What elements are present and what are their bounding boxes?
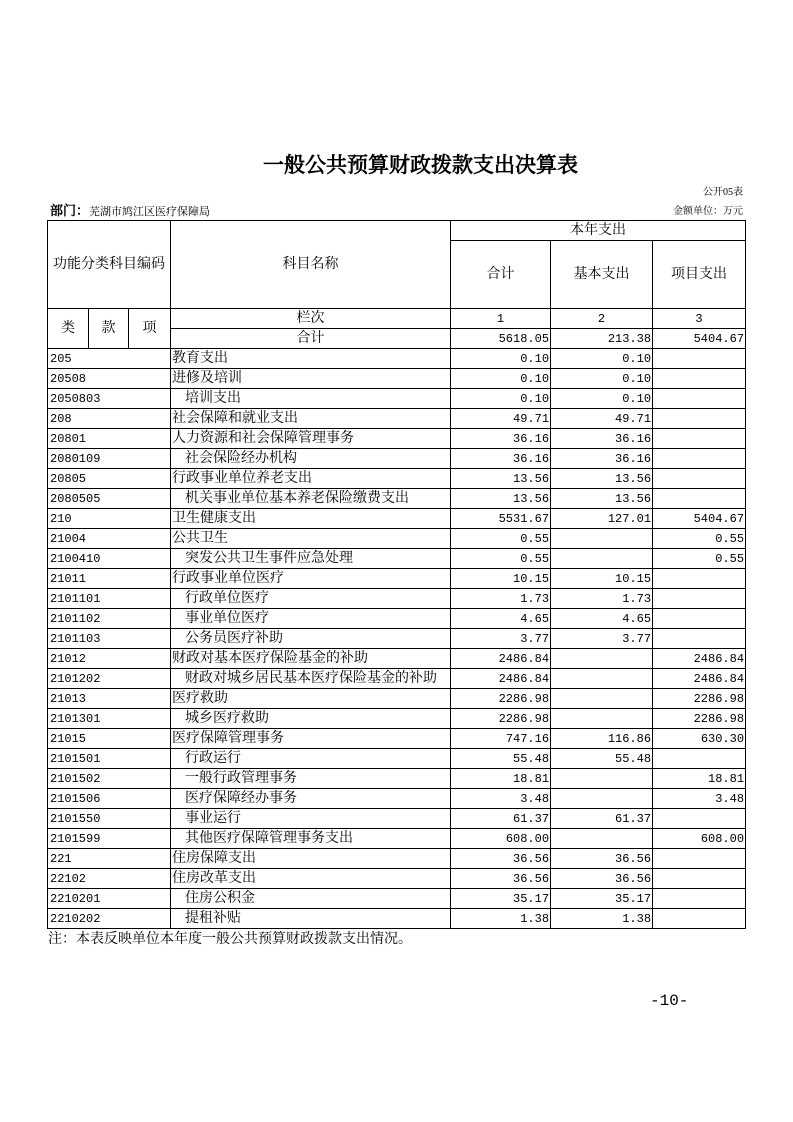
expenditure-table [47, 220, 746, 929]
subject-name-cell: 机关事业单位基本养老保险缴费支出 [171, 489, 451, 509]
project-expenditure-cell: 0.55 [653, 549, 746, 569]
total-amount-cell: 61.37 [451, 809, 551, 829]
subject-code-cell: 21011 [48, 569, 171, 589]
table-row [48, 509, 746, 529]
subject-code-cell: 2101103 [48, 629, 171, 649]
subject-name-cell: 事业运行 [171, 809, 451, 829]
subject-name-cell: 卫生健康支出 [171, 509, 451, 529]
grand-total-basic: 213.38 [551, 329, 653, 349]
subject-name-cell: 公共卫生 [171, 529, 451, 549]
project-expenditure-column-header: 项目支出 [653, 241, 746, 309]
column-index-label: 栏次 [171, 309, 451, 329]
subject-code-cell: 221 [48, 849, 171, 869]
subject-code-cell: 2101506 [48, 789, 171, 809]
table-row [48, 829, 746, 849]
subject-code-cell: 2101301 [48, 709, 171, 729]
basic-expenditure-cell: 10.15 [551, 569, 653, 589]
subject-name-cell: 其他医疗保障管理事务支出 [171, 829, 451, 849]
department-line [50, 203, 210, 220]
basic-expenditure-cell: 4.65 [551, 609, 653, 629]
subject-name-cell: 公务员医疗补助 [171, 629, 451, 649]
grand-total-label: 合计 [171, 329, 451, 349]
total-amount-cell: 3.48 [451, 789, 551, 809]
basic-expenditure-cell [551, 669, 653, 689]
subject-name-cell: 社会保险经办机构 [171, 449, 451, 469]
subject-code-cell: 2080505 [48, 489, 171, 509]
subject-code-cell: 2080109 [48, 449, 171, 469]
subject-code-cell: 21015 [48, 729, 171, 749]
basic-expenditure-cell [551, 769, 653, 789]
project-expenditure-cell [653, 489, 746, 509]
table-row [48, 529, 746, 549]
project-expenditure-cell [653, 349, 746, 369]
total-amount-cell: 2486.84 [451, 649, 551, 669]
project-expenditure-cell [653, 889, 746, 909]
basic-expenditure-cell: 35.17 [551, 889, 653, 909]
basic-expenditure-cell: 13.56 [551, 489, 653, 509]
project-expenditure-cell [653, 749, 746, 769]
subject-name-cell: 医疗救助 [171, 689, 451, 709]
total-amount-cell: 3.77 [451, 629, 551, 649]
project-expenditure-cell [653, 809, 746, 829]
subject-code-cell: 2210201 [48, 889, 171, 909]
project-expenditure-cell [653, 869, 746, 889]
subject-name-cell: 一般行政管理事务 [171, 769, 451, 789]
table-row [48, 789, 746, 809]
subject-code-cell: 21004 [48, 529, 171, 549]
project-expenditure-cell [653, 369, 746, 389]
total-amount-cell: 0.55 [451, 549, 551, 569]
total-amount-cell: 18.81 [451, 769, 551, 789]
subject-name-cell: 行政运行 [171, 749, 451, 769]
project-expenditure-cell: 18.81 [653, 769, 746, 789]
total-amount-cell: 5531.67 [451, 509, 551, 529]
project-expenditure-cell [653, 569, 746, 589]
basic-expenditure-cell [551, 649, 653, 669]
subject-code-cell: 205 [48, 349, 171, 369]
table-row [48, 909, 746, 929]
grand-total-project: 5404.67 [653, 329, 746, 349]
total-amount-cell: 36.16 [451, 429, 551, 449]
project-expenditure-cell [653, 589, 746, 609]
subject-code-cell: 210 [48, 509, 171, 529]
amount-unit: 金额单位：万元 [673, 206, 743, 217]
project-expenditure-cell [653, 389, 746, 409]
basic-expenditure-cell [551, 829, 653, 849]
total-amount-cell: 747.16 [451, 729, 551, 749]
table-row [48, 489, 746, 509]
total-amount-cell: 55.48 [451, 749, 551, 769]
basic-expenditure-cell: 36.16 [551, 449, 653, 469]
project-expenditure-cell [653, 909, 746, 929]
subject-code-cell: 2101502 [48, 769, 171, 789]
total-amount-cell: 36.56 [451, 869, 551, 889]
table-row [48, 569, 746, 589]
subject-code-cell: 2101501 [48, 749, 171, 769]
basic-expenditure-cell: 1.38 [551, 909, 653, 929]
project-expenditure-cell: 2486.84 [653, 649, 746, 669]
subject-name-header: 科目名称 [171, 221, 451, 309]
table-row [48, 349, 746, 369]
basic-expenditure-cell: 55.48 [551, 749, 653, 769]
subject-name-cell: 财政对城乡居民基本医疗保险基金的补助 [171, 669, 451, 689]
table-row [48, 369, 746, 389]
project-expenditure-cell: 0.55 [653, 529, 746, 549]
table-row [48, 629, 746, 649]
subject-code-cell: 2101202 [48, 669, 171, 689]
subject-code-cell: 2210202 [48, 909, 171, 929]
page-number: -10- [650, 992, 689, 1010]
subject-name-cell: 提租补贴 [171, 909, 451, 929]
project-expenditure-cell: 630.30 [653, 729, 746, 749]
basic-expenditure-cell: 0.10 [551, 349, 653, 369]
project-expenditure-cell [653, 449, 746, 469]
total-amount-cell: 36.16 [451, 449, 551, 469]
subject-code-cell: 2101101 [48, 589, 171, 609]
table-row [48, 769, 746, 789]
subject-name-cell: 事业单位医疗 [171, 609, 451, 629]
column-index-2: 2 [551, 309, 653, 329]
subject-name-cell: 培训支出 [171, 389, 451, 409]
table-row [48, 589, 746, 609]
total-amount-cell: 2286.98 [451, 689, 551, 709]
subject-code-cell: 2101102 [48, 609, 171, 629]
subject-code-cell: 22102 [48, 869, 171, 889]
table-row [48, 869, 746, 889]
subject-code-cell: 20805 [48, 469, 171, 489]
total-amount-cell: 1.38 [451, 909, 551, 929]
subject-code-cell: 2050803 [48, 389, 171, 409]
table-row [48, 449, 746, 469]
subject-name-cell: 社会保障和就业支出 [171, 409, 451, 429]
table-body [48, 349, 746, 929]
total-amount-cell: 0.10 [451, 349, 551, 369]
grand-total-amount: 5618.05 [451, 329, 551, 349]
subject-name-cell: 进修及培训 [171, 369, 451, 389]
table-row [48, 649, 746, 669]
project-expenditure-cell [653, 469, 746, 489]
basic-expenditure-cell: 49.71 [551, 409, 653, 429]
basic-expenditure-cell [551, 689, 653, 709]
project-expenditure-cell: 2486.84 [653, 669, 746, 689]
table-row [48, 849, 746, 869]
table-row [48, 409, 746, 429]
basic-expenditure-cell: 36.56 [551, 869, 653, 889]
subject-name-cell: 人力资源和社会保障管理事务 [171, 429, 451, 449]
project-expenditure-cell: 3.48 [653, 789, 746, 809]
basic-expenditure-cell: 13.56 [551, 469, 653, 489]
project-expenditure-cell [653, 409, 746, 429]
table-row [48, 729, 746, 749]
project-expenditure-cell [653, 609, 746, 629]
basic-expenditure-cell: 127.01 [551, 509, 653, 529]
table-number: 公开05表 [703, 187, 743, 198]
code-header: 功能分类科目编码 [48, 221, 171, 309]
subject-name-cell: 住房改革支出 [171, 869, 451, 889]
table-row [48, 469, 746, 489]
total-amount-cell: 13.56 [451, 469, 551, 489]
total-amount-cell: 13.56 [451, 489, 551, 509]
table-row [48, 669, 746, 689]
table-row [48, 389, 746, 409]
basic-expenditure-cell [551, 529, 653, 549]
department-name: 芜湖市鸠江区医疗保障局 [89, 206, 211, 218]
project-expenditure-cell [653, 849, 746, 869]
project-expenditure-cell [653, 429, 746, 449]
total-amount-cell: 49.71 [451, 409, 551, 429]
basic-expenditure-cell [551, 549, 653, 569]
subject-code-cell: 21012 [48, 649, 171, 669]
basic-expenditure-cell: 0.10 [551, 369, 653, 389]
table-note: 注：本表反映单位本年度一般公共预算财政拨款支出情况。 [48, 932, 412, 947]
basic-expenditure-cell: 36.16 [551, 429, 653, 449]
subject-name-cell: 行政事业单位医疗 [171, 569, 451, 589]
category-header: 类 [48, 309, 89, 349]
subject-name-cell: 教育支出 [171, 349, 451, 369]
basic-expenditure-cell: 1.73 [551, 589, 653, 609]
subject-name-cell: 住房公积金 [171, 889, 451, 909]
basic-expenditure-cell [551, 789, 653, 809]
total-amount-cell: 10.15 [451, 569, 551, 589]
total-amount-cell: 36.56 [451, 849, 551, 869]
table-row [48, 809, 746, 829]
table-row [48, 709, 746, 729]
subject-name-cell: 行政单位医疗 [171, 589, 451, 609]
total-amount-cell: 0.10 [451, 369, 551, 389]
total-amount-cell: 2286.98 [451, 709, 551, 729]
table-row [48, 609, 746, 629]
total-amount-cell: 1.73 [451, 589, 551, 609]
basic-expenditure-column-header: 基本支出 [551, 241, 653, 309]
table-row [48, 549, 746, 569]
subject-code-cell: 20508 [48, 369, 171, 389]
subject-code-cell: 2101599 [48, 829, 171, 849]
basic-expenditure-cell: 36.56 [551, 849, 653, 869]
total-amount-cell: 0.10 [451, 389, 551, 409]
subject-name-cell: 医疗保障管理事务 [171, 729, 451, 749]
table-row [48, 889, 746, 909]
page-title: 一般公共预算财政拨款支出决算表 [263, 153, 578, 177]
column-index-3: 3 [653, 309, 746, 329]
table-row [48, 429, 746, 449]
basic-expenditure-cell: 116.86 [551, 729, 653, 749]
department-label: 部门： [50, 203, 90, 218]
subject-name-cell: 行政事业单位养老支出 [171, 469, 451, 489]
project-expenditure-cell [653, 629, 746, 649]
total-amount-cell: 2486.84 [451, 669, 551, 689]
total-amount-cell: 0.55 [451, 529, 551, 549]
basic-expenditure-cell: 61.37 [551, 809, 653, 829]
section-header: 款 [89, 309, 129, 349]
project-expenditure-cell: 2286.98 [653, 689, 746, 709]
total-amount-cell: 35.17 [451, 889, 551, 909]
table-header [48, 221, 746, 349]
table-row [48, 749, 746, 769]
subject-name-cell: 财政对基本医疗保险基金的补助 [171, 649, 451, 669]
basic-expenditure-cell: 3.77 [551, 629, 653, 649]
total-column-header: 合计 [451, 241, 551, 309]
subject-name-cell: 城乡医疗救助 [171, 709, 451, 729]
project-expenditure-cell: 608.00 [653, 829, 746, 849]
column-index-1: 1 [451, 309, 551, 329]
project-expenditure-cell: 2286.98 [653, 709, 746, 729]
basic-expenditure-cell [551, 709, 653, 729]
subject-name-cell: 住房保障支出 [171, 849, 451, 869]
subject-code-cell: 21013 [48, 689, 171, 709]
total-amount-cell: 4.65 [451, 609, 551, 629]
current-year-expenditure-header: 本年支出 [451, 221, 746, 241]
table-row [48, 689, 746, 709]
item-header: 项 [129, 309, 171, 349]
subject-name-cell: 医疗保障经办事务 [171, 789, 451, 809]
subject-code-cell: 20801 [48, 429, 171, 449]
subject-name-cell: 突发公共卫生事件应急处理 [171, 549, 451, 569]
subject-code-cell: 208 [48, 409, 171, 429]
subject-code-cell: 2100410 [48, 549, 171, 569]
project-expenditure-cell: 5404.67 [653, 509, 746, 529]
basic-expenditure-cell: 0.10 [551, 389, 653, 409]
total-amount-cell: 608.00 [451, 829, 551, 849]
subject-code-cell: 2101550 [48, 809, 171, 829]
